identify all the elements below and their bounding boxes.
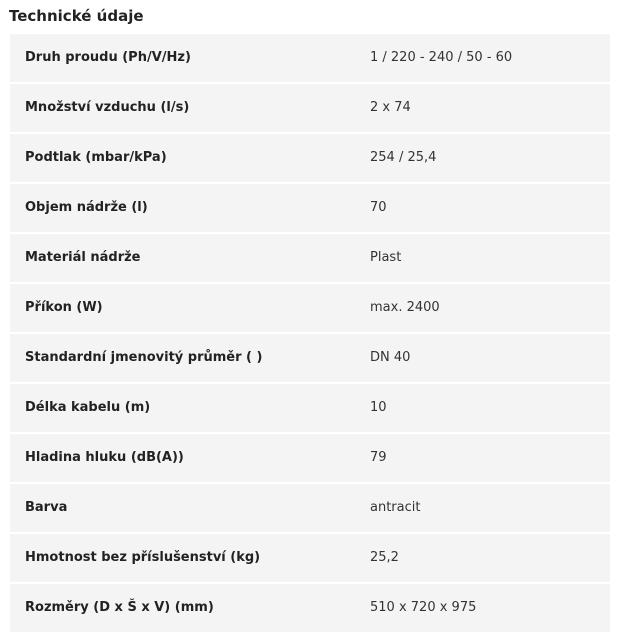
- spec-label: Hmotnost bez příslušenství (kg): [25, 550, 261, 565]
- spec-label: Standardní jmenovitý průměr ( ): [25, 350, 263, 365]
- spec-value: antracit: [370, 500, 421, 515]
- table-row: [10, 334, 610, 384]
- spec-value: 70: [370, 200, 387, 215]
- table-row: [10, 184, 610, 234]
- spec-label: Rozměry (D x Š x V) (mm): [25, 600, 214, 615]
- table-row: [10, 134, 610, 184]
- spec-label: Podtlak (mbar/kPa): [25, 150, 167, 165]
- spec-value: 2 x 74: [370, 100, 411, 115]
- spec-value: 25,2: [370, 550, 399, 565]
- spec-value: 10: [370, 400, 387, 415]
- spec-label: Příkon (W): [25, 300, 103, 315]
- spec-value: 79: [370, 450, 387, 465]
- table-row: [10, 384, 610, 434]
- spec-value: 510 x 720 x 975: [370, 600, 477, 615]
- table-row: [10, 84, 610, 134]
- table-row: [10, 34, 610, 84]
- spec-label: Délka kabelu (m): [25, 400, 151, 415]
- spec-label: Materiál nádrže: [25, 250, 141, 265]
- spec-label: Barva: [25, 500, 68, 515]
- spec-label: Objem nádrže (l): [25, 200, 148, 215]
- spec-label: Množství vzduchu (l/s): [25, 100, 190, 115]
- spec-value: max. 2400: [370, 300, 440, 315]
- table-row: [10, 234, 610, 284]
- spec-value: 254 / 25,4: [370, 150, 437, 165]
- table-row: [10, 584, 610, 634]
- table-row: [10, 434, 610, 484]
- spec-value: DN 40: [370, 350, 411, 365]
- table-row: [10, 284, 610, 334]
- spec-label: Druh proudu (Ph/V/Hz): [25, 50, 191, 65]
- specs-table: [10, 34, 610, 634]
- spec-value: 1 / 220 - 240 / 50 - 60: [370, 50, 513, 65]
- table-row: [10, 484, 610, 534]
- section-title: Technické údaje: [9, 7, 144, 25]
- spec-label: Hladina hluku (dB(A)): [25, 450, 184, 465]
- spec-value: Plast: [370, 250, 402, 265]
- table-row: [10, 534, 610, 584]
